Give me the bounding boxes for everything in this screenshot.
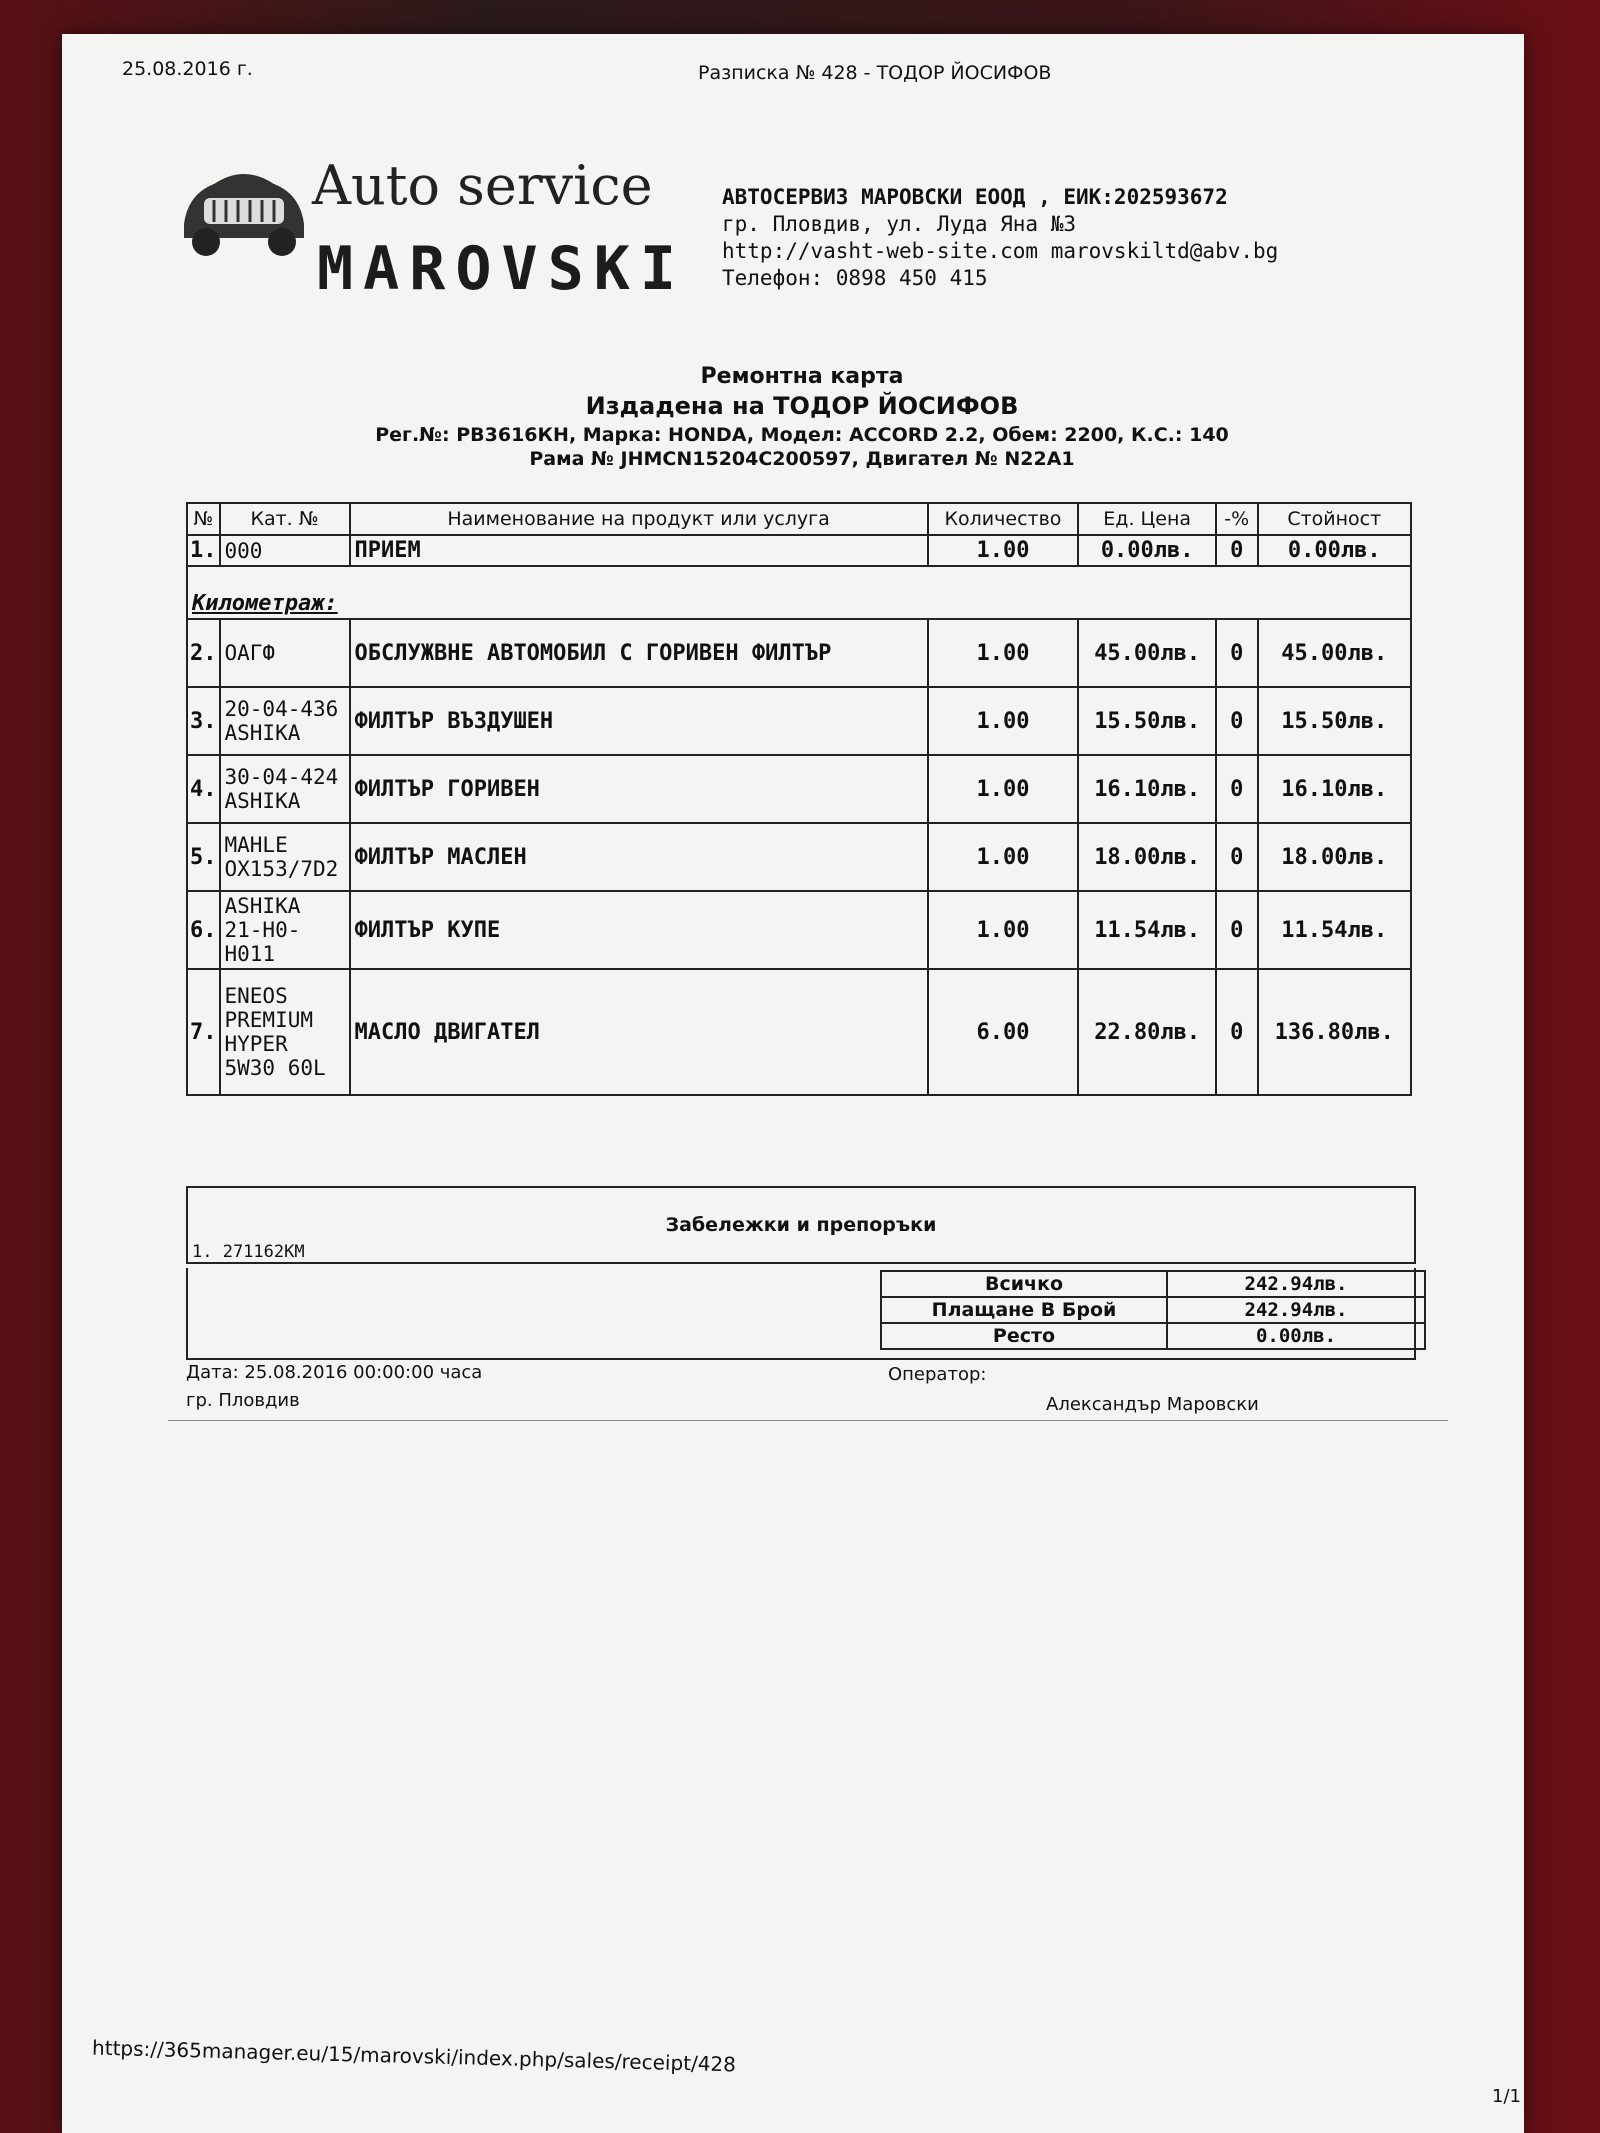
row-total: 11.54лв. (1258, 891, 1412, 969)
row-total: 45.00лв. (1258, 619, 1412, 687)
table-row (187, 687, 1411, 755)
total-row (881, 1323, 1425, 1349)
footer-url: https://365manager.eu/15/marovski/index.php/sales/receipt/428 (91, 2035, 737, 2077)
row-no: 5. (187, 823, 220, 891)
total-cash-value: 242.94лв. (1167, 1297, 1425, 1323)
col-name: Наименование на продукт или услуга (350, 503, 928, 535)
company-phone: Телефон: 0898 450 415 (722, 266, 988, 290)
col-disc: -% (1216, 503, 1257, 535)
col-code: Кат. № (220, 503, 350, 535)
footer-divider (168, 1420, 1448, 1421)
row-name: МАСЛО ДВИГАТЕЛ (350, 969, 928, 1095)
row-name: ФИЛТЪР КУПЕ (350, 891, 928, 969)
row-qty: 1.00 (928, 687, 1079, 755)
logo-text-auto-service: Auto service (312, 154, 653, 217)
row-qty: 1.00 (928, 823, 1079, 891)
row-disc: 0 (1216, 891, 1257, 969)
company-info (722, 184, 1278, 292)
row-disc: 0 (1216, 687, 1257, 755)
row-code: 20-04-436 ASHIKA (220, 687, 350, 755)
col-price: Ед. Цена (1078, 503, 1216, 535)
row-price: 22.80лв. (1078, 969, 1216, 1095)
mileage-row (187, 566, 1411, 619)
row-no: 6. (187, 891, 220, 969)
notes-box (186, 1186, 1416, 1264)
frame-engine-info: Рама № JHMCN15204C200597, Двигател № N22A1 (529, 448, 1075, 470)
row-total: 0.00лв. (1258, 535, 1412, 566)
total-change-value: 0.00лв. (1167, 1323, 1425, 1349)
row-price: 15.50лв. (1078, 687, 1216, 755)
card-title: Ремонтна карта (700, 364, 904, 389)
row-disc: 0 (1216, 619, 1257, 687)
row-total: 18.00лв. (1258, 823, 1412, 891)
row-no: 1. (187, 535, 220, 566)
row-no: 4. (187, 755, 220, 823)
col-qty: Количество (928, 503, 1079, 535)
row-name: ФИЛТЪР МАСЛЕН (350, 823, 928, 891)
row-disc: 0 (1216, 823, 1257, 891)
car-logo-icon (174, 154, 314, 264)
table-row (187, 891, 1411, 969)
row-no: 2. (187, 619, 220, 687)
row-price: 45.00лв. (1078, 619, 1216, 687)
row-no: 3. (187, 687, 220, 755)
total-cash-label: Плащане В Брой (881, 1297, 1167, 1323)
total-row (881, 1271, 1425, 1297)
footer-operator-label: Оператор: (888, 1364, 987, 1385)
row-code: 000 (220, 535, 350, 566)
total-row (881, 1297, 1425, 1323)
table-row (187, 755, 1411, 823)
mileage-label: Километраж: (187, 566, 1411, 619)
notes-line: 1. 271162КМ (192, 1242, 305, 1262)
row-disc: 0 (1216, 535, 1257, 566)
table-row (187, 823, 1411, 891)
row-name: ОБСЛУЖВНЕ АВТОМОБИЛ С ГОРИВЕН ФИЛТЪР (350, 619, 928, 687)
row-code: ASHIKA 21-H0-H011 (220, 891, 350, 969)
row-no: 7. (187, 969, 220, 1095)
row-price: 0.00лв. (1078, 535, 1216, 566)
vehicle-info: Рег.№: РВ3616КН, Марка: HONDA, Модел: ACCORD 2.2, Обем: 2200, К.С.: 140 (375, 424, 1229, 446)
totals-table (880, 1270, 1426, 1350)
header-receipt-title: Разписка № 428 - ТОДОР ЙОСИФОВ (698, 62, 1052, 84)
footer-city: гр. Пловдив (186, 1390, 300, 1411)
company-name: АВТОСЕРВИЗ МАРОВСКИ ЕООД , ЕИК:202593672 (722, 185, 1228, 209)
col-total: Стойност (1258, 503, 1412, 535)
receipt-paper (62, 34, 1524, 2133)
row-disc: 0 (1216, 969, 1257, 1095)
row-code: MAHLE OX153/7D2 (220, 823, 350, 891)
row-total: 15.50лв. (1258, 687, 1412, 755)
logo-text-marovski: MAROVSKI (317, 234, 686, 304)
notes-title: Забележки и препоръки (665, 1214, 937, 1236)
company-web: http://vasht-web-site.com marovskiltd@abv.bg (722, 239, 1279, 263)
row-total: 136.80лв. (1258, 969, 1412, 1095)
row-price: 18.00лв. (1078, 823, 1216, 891)
row-name: ПРИЕМ (350, 535, 928, 566)
table-row (187, 535, 1411, 566)
row-code: ENEOS PREMIUM HYPER 5W30 60L (220, 969, 350, 1095)
total-all-label: Всичко (881, 1271, 1167, 1297)
col-no: № (187, 503, 220, 535)
row-code: 30-04-424 ASHIKA (220, 755, 350, 823)
row-name: ФИЛТЪР ВЪЗДУШЕН (350, 687, 928, 755)
company-address: гр. Пловдив, ул. Луда Яна №3 (722, 212, 1077, 236)
row-total: 16.10лв. (1258, 755, 1412, 823)
issued-to: Издадена на ТОДОР ЙОСИФОВ (585, 392, 1019, 420)
header-date: 25.08.2016 г. (122, 58, 253, 80)
row-qty: 1.00 (928, 535, 1079, 566)
row-code: ОАГФ (220, 619, 350, 687)
row-name: ФИЛТЪР ГОРИВЕН (350, 755, 928, 823)
footer-operator-name: Александър Маровски (1046, 1394, 1259, 1415)
row-qty: 6.00 (928, 969, 1079, 1095)
table-header-row (187, 503, 1411, 535)
page-number: 1/1 (1492, 2086, 1521, 2107)
row-qty: 1.00 (928, 619, 1079, 687)
total-change-label: Ресто (881, 1323, 1167, 1349)
table-row (187, 969, 1411, 1095)
total-all-value: 242.94лв. (1167, 1271, 1425, 1297)
row-qty: 1.00 (928, 755, 1079, 823)
row-disc: 0 (1216, 755, 1257, 823)
row-price: 16.10лв. (1078, 755, 1216, 823)
table-row (187, 619, 1411, 687)
row-price: 11.54лв. (1078, 891, 1216, 969)
row-qty: 1.00 (928, 891, 1079, 969)
items-table (186, 502, 1412, 1096)
footer-date: Дата: 25.08.2016 00:00:00 часа (186, 1362, 483, 1383)
